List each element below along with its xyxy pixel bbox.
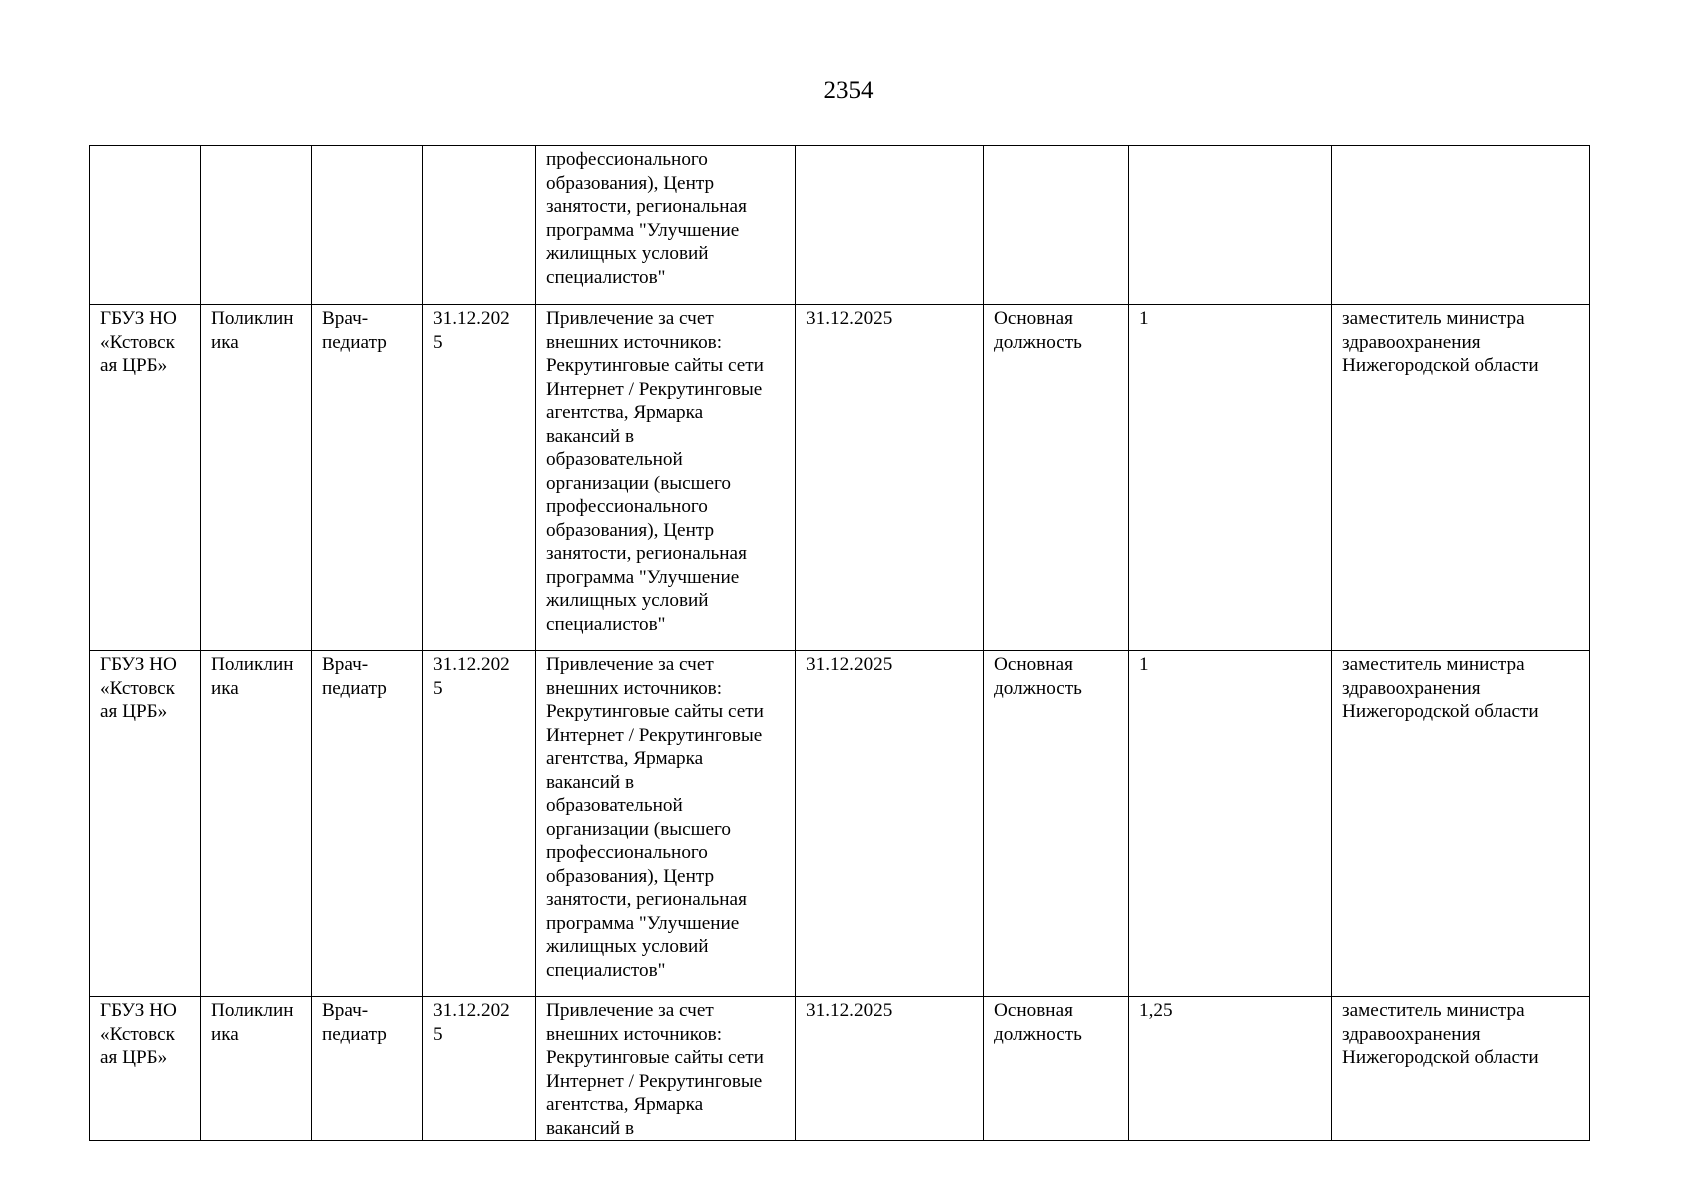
table-row (90, 305, 1590, 651)
cell-rate (1129, 146, 1332, 305)
cell-date: 31.12.202 5 (423, 997, 536, 1141)
cell-position: Врач- педиатр (312, 651, 423, 997)
cell-responsible: заместитель министра здравоохранения Нижегородской области (1332, 305, 1590, 651)
staffing-table (89, 145, 1590, 1141)
cell-rate: 1 (1129, 651, 1332, 997)
cell-responsible (1332, 146, 1590, 305)
cell-measures: Привлечение за счет внешних источников: Рекрутинговые сайты сети Интернет / Рекрутинговые агентства, Ярмарка вакансий в образовательной организации (высшего профессионального образования), Центр занятости, региональная программа "Улучшение жилищных условий специалистов" (536, 305, 796, 651)
cell-rate: 1 (1129, 305, 1332, 651)
cell-position-type (984, 146, 1129, 305)
cell-rate: 1,25 (1129, 997, 1332, 1141)
cell-position-type: Основная должность (984, 305, 1129, 651)
cell-position (312, 146, 423, 305)
cell-position: Врач- педиатр (312, 305, 423, 651)
cell-organization (90, 146, 201, 305)
cell-department (201, 146, 312, 305)
cell-position: Врач- педиатр (312, 997, 423, 1141)
cell-date: 31.12.202 5 (423, 305, 536, 651)
cell-responsible: заместитель министра здравоохранения Нижегородской области (1332, 651, 1590, 997)
cell-deadline: 31.12.2025 (796, 305, 984, 651)
cell-measures: Привлечение за счет внешних источников: Рекрутинговые сайты сети Интернет / Рекрутинговые агентства, Ярмарка вакансий в образовательной организации (высшего профессионального образования), Центр занятости, региональная программа "Улучшение жилищных условий специалистов" (536, 651, 796, 997)
cell-position-type: Основная должность (984, 997, 1129, 1141)
cell-organization: ГБУЗ НО «Кстовск ая ЦРБ» (90, 651, 201, 997)
cell-department: Поликлин ика (201, 651, 312, 997)
cell-measures: профессионального образования), Центр занятости, региональная программа "Улучшение жилищных условий специалистов" (536, 146, 796, 305)
cell-responsible: заместитель министра здравоохранения Нижегородской области (1332, 997, 1590, 1141)
cell-position-type: Основная должность (984, 651, 1129, 997)
cell-deadline: 31.12.2025 (796, 651, 984, 997)
table-row (90, 146, 1590, 305)
table-row (90, 997, 1590, 1141)
cell-date (423, 146, 536, 305)
table-row (90, 651, 1590, 997)
cell-organization: ГБУЗ НО «Кстовск ая ЦРБ» (90, 305, 201, 651)
cell-deadline (796, 146, 984, 305)
cell-measures: Привлечение за счет внешних источников: Рекрутинговые сайты сети Интернет / Рекрутинговые агентства, Ярмарка вакансий в (536, 997, 796, 1141)
cell-deadline: 31.12.2025 (796, 997, 984, 1141)
cell-department: Поликлин ика (201, 997, 312, 1141)
cell-department: Поликлин ика (201, 305, 312, 651)
cell-date: 31.12.202 5 (423, 651, 536, 997)
cell-organization: ГБУЗ НО «Кстовск ая ЦРБ» (90, 997, 201, 1141)
page-number: 2354 (823, 77, 874, 104)
